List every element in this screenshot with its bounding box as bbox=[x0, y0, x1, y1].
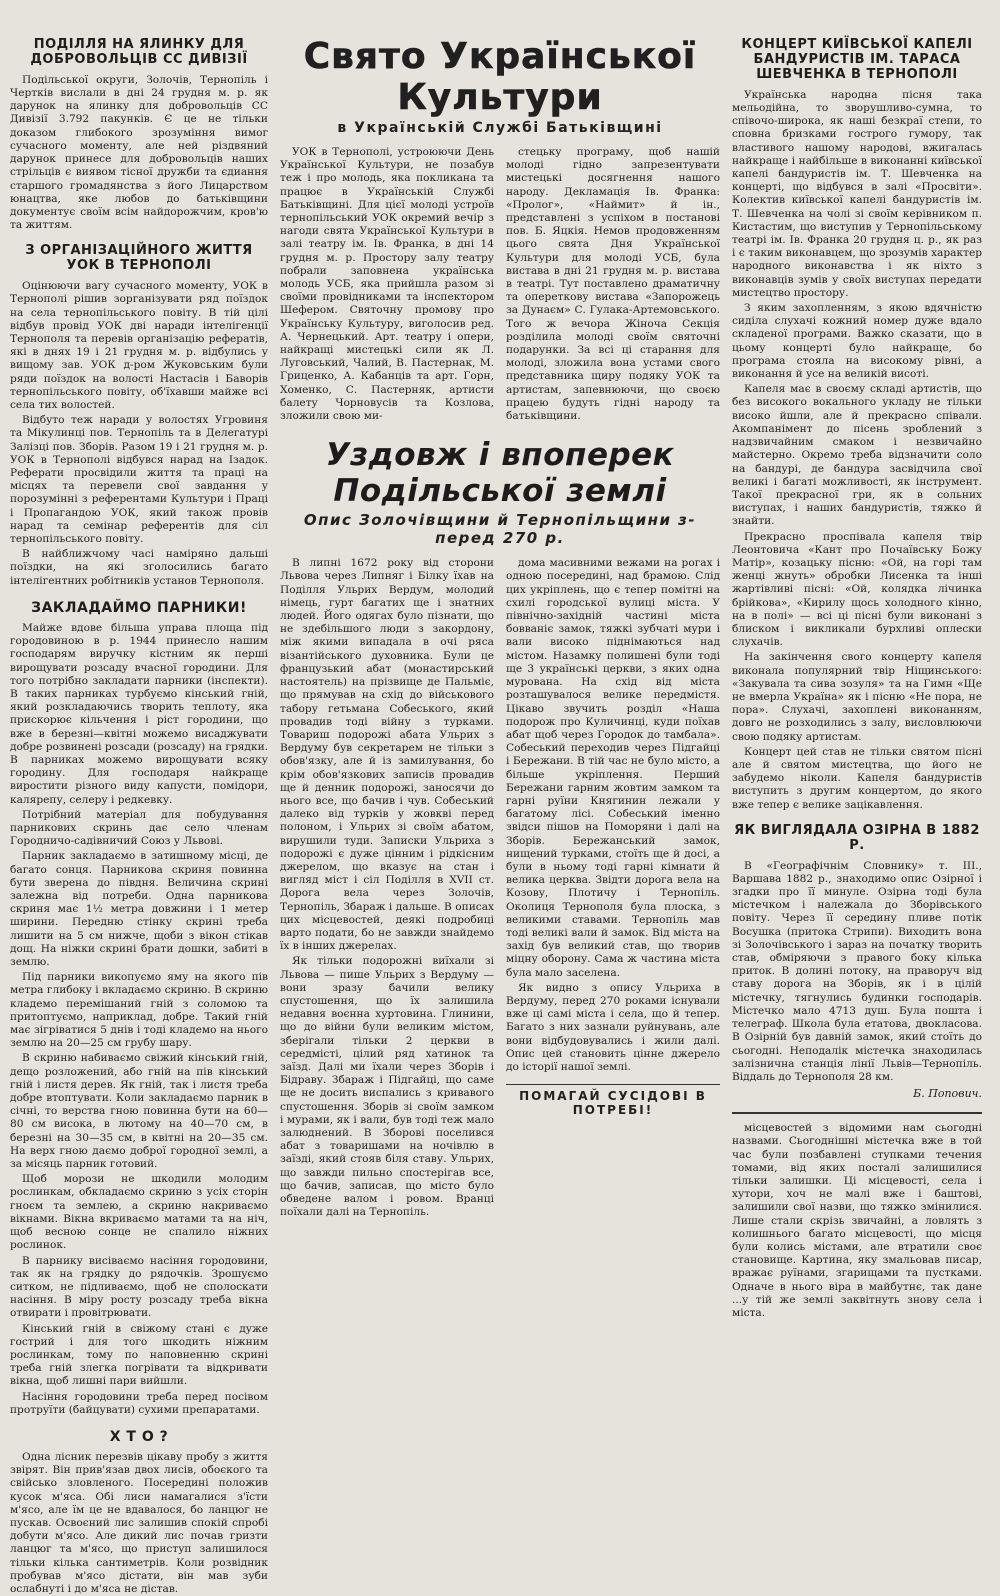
divider bbox=[732, 1112, 982, 1114]
article-paragraph: Відбуто теж наради у волостях Угровиня та Мікулинці пов. Тернопіль та в Делегатурі Залізці пов. Зборів. Разом 19 і 21 грудня м. р. УОК в Тернополі відбувся нарад на Ізадок. Реферати просвідили життя та праці на місцях та перевели свої завдання у порозумінні з референтами Культури і Праці і Пропагандою УОК, який також провів нарад та семінар референтів для сіл тернопільського повіту. bbox=[10, 414, 268, 546]
article-khto bbox=[10, 1429, 268, 1596]
article-paragraph: Як тільки подорожні виїхали зі Львова — пише Ульрих з Вердуму — вони зразу бачили велику спустошення, що їх залишила недавня воєнна хуртовина. Глинини, що до війни були великим містом, зберігали тільки 2 церкви в середмісті, цілий ряд хатинок та заїзд. Далі ми їхали через Зборів і Бідраву. Збараж і Підгайці, що саме ще не досить виспались з кривавого спустошення. Зборів зі своїм замком і мурами, як і вали, був тоді теж мало залюднений. В Зборові поселився абат з товаришами на ночівлю в заїзді, який стояв біля ставу. Ульрих, що завжди пильно спостерігав все, що бачив, записав, що місто було обведене валом і ровом. Вранці поїхали далі на Тернопіль. bbox=[280, 955, 494, 1219]
right-column bbox=[732, 38, 982, 1413]
article-paragraph: На закінчення свого концерту капеля виконала популярний твір Ніщинського: «Закувала та сива зозуля» та на Гимн «Ще не вмерла Україна» як і пісню «Не пора, не пора». Слухачі, захоплені виконанням, довго не розходились з залу, висловлюючи свою подяку артистам. bbox=[732, 651, 982, 743]
article-paragraph: Потрібний матеріал для побудування парникових скринь дає село членам Городничо-садівничий Союз у Львові. bbox=[10, 808, 268, 848]
article-paragraph: Щоб морози не шкодили молодим рослинкам, обкладаємо скриню з усіх сторін гноєм та землею, а скриню накриваємо вікнами. Вікна вкриваємо матами та на ніч, щоб весною сонце не спалило ніжних рослинок. bbox=[10, 1173, 268, 1252]
article-title: КОНЦЕРТ КИЇВСЬКОЇ КАПЕЛІ БАНДУРИСТІВ ІМ. ТАРАСА ШЕВЧЕНКА В ТЕРНОПОЛІ bbox=[741, 37, 973, 82]
article-title: Х Т О ? bbox=[109, 1428, 169, 1445]
article-paragraph: В скриню набиваємо свіжий кінський гній, дещо розложений, або гній на пів кінський гній і листя дерев. Як гній, так і листя треба добре втоптувати. Коли закладаємо парник в січні, то верства гною повинна бути на 60—80 см висока, в лютому на 40—70 см, в березні на 30—35 см, в квітні на 20—35 см. На верх гною даємо доброї городної землі, а за місяць парник готовий. bbox=[10, 1052, 268, 1171]
article-paragraph: Капеля має в своєму складі артистів, що без високого вокального укладу не тільки високо йшли, але й прекрасно співали. Акомпанімент до пісень зроблений з надзвичайним смаком і незвичайно майстерно. Окремо треба відзначити соло на бандурі, де бандура засвідчила свої великі і багаті можливості, як інструмент. Такої прекрасної гри, як в сольних виступах, і наших бандуристів, тяжко й знайти. bbox=[732, 383, 982, 528]
article-paragraph: дома масивними вежами на рогах і одною посередині, над брамою. Слід цих укріплень, що є тепер помітні на схилі городської вулиці міста. У північно-західній частині міста бовваніє замок, тяжкі зубчаті мури і вали високо піднімаються над містом. Назамку полишені були тоді ще 3 українські церкви, з яких одна мурована. На схід від міста розташувалося велике передмістя. Цікаво звучить розділ «Наша подорож про Куличинці, куди поїхав абат щоб через Городок до тамбала». Собеський переходив через Підгайці і Бережани. В тій час не було місто, а більше укріплення. Перший Бережани гарним жовтим замком та гарні руїни Княгинин лежали у багатому лісі. Собеський іменно звідси пішов на Поморяни і далі на Зборів. Бережанський замок, нищений турками, стоїть ще й досі, а були в ньому тоді гарні кімнати й велика церква. Звідти дорога вела на Козову, Плотичу і Тернопіль. Околиця Тернополя була плоска, з великими ставами. Тернопіль мав тоді великі вали й замок. Від міста на захід був великий став, що творив міцну оборону. Сама ж частина міста була мало заселена. bbox=[506, 557, 720, 979]
article-title: ПОДІЛЛЯ НА ЯЛИНКУ ДЛЯ ДОБРОВОЛЬЦІВ СС ДИВІЗІЇ bbox=[30, 37, 248, 67]
article-podillia-yalynka bbox=[10, 38, 268, 232]
article-paragraph: Одна лісник перезвів цікаву пробу з життя звірят. Він прив'язав двох лисів, обоєкого та свійсько зловленого. Посередині положив кусок м'яса. Обі лиси намагалися з'їсти м'ясо, але їм це не вдавалося, бо ланцюг не пускав. Освоєний лис залишив спокій спробі добути м'ясо. Але дикий лис почав гризти ланцюг та м'ясо, що приступ залишилося тільки кілька сантиметрів. Коли розвідник пробував м'ясо дістати, він мав зуби ослабнуті і до м'яса не дістав. bbox=[10, 1451, 268, 1596]
banner-title: Уздовж і впоперек Подільської землі bbox=[325, 437, 675, 510]
article-paragraph: Українська народна пісня така мельодійна, то зворушливо-сумна, то співочо-широка, як наші безкраї степи, то сповна бризками гострого гумору, так властивого нашому народові, вжигалась найкраще і найбільше в виконанні київської капелі бандуристів ім. Т. Шевченка на концерті, що відбувся в залі «Просвіти». Колектив київської капелі бандуристів ім. Т. Шевченка на чолі зі своїм керівником п. Кистастим, що виступив у Тернопільському театрі ім. Ів. Франка 20 грудня ц. р., як раз і є таким виконавцем, що зрозумів характер народного виконавства і як ніхто з виконавців зумів у своїх виступах передати мистецтво простору. bbox=[732, 88, 982, 299]
article-paragraph: В липні 1672 року від сторони Львова через Липняг і Білку їхав на Поділля Ульрих Вердум, молодий німець, гурт багатих ще і знатних людей. Його одягах було пізнати, що не здебільшого люди з закордону, між якими випадала в очі ряса візантійського духовника. Були це французький абат (монастирський настоятель) на прізвище де Пальміє, що прямував на схід до військового табору гетьмана Собеського, який провадив тоді війну з турками. Товариш подорожі абата Ульрих з Вердуму був секретарем не тільки з обов'язку, але й із замилування, бо крім обов'язкових записів провадив ще й денник подорожі, заносячи до нього все, що бачив і чув. Собеський далеко від турків у жовкві перед полоном, і Ульрих зі своїм абатом, вирушили туди. Записки Ульриха з подорожі є дуже цінним і рідкісним джерелом, що вказує на стан і вигляд міст і сіл Поділля в XVII ст. Дорога вела через Золочів, Тернопіль, Збараж і дальше. В описах цих місцевостей, деякі подробиці варто подати, бо не завжди знайдемо їх в інших джерелах. bbox=[280, 557, 494, 953]
article-uok-ternopil bbox=[10, 244, 268, 588]
culture-banner bbox=[280, 36, 720, 136]
article-paragraph: Насіння городовини треба перед посівом протруїти (байцувати) сухими препаратами. bbox=[10, 1390, 268, 1416]
article-title: З ОРГАНІЗАЦІЙНОГО ЖИТТЯ УОК В ТЕРНОПОЛІ bbox=[25, 243, 253, 274]
article-concert bbox=[732, 38, 982, 812]
article-paragraph: місцевостей з відомими нам сьогодні назвами. Сьогоднішні містечка вже в той час були позбавлені ступками течения томами, від яких посталі залишилися тільки залишки. Ці місцевості, села і хутори, хоч не малі вже і баштові, залишили свої назви, що тяжко змінилися. Лише стали скрізь звичайні, а ловлять з колишнього багато місцевості, що місця були колись містами, але втратили своє становище. Картина, яку змальовав писар, вражає руїнами, згарищами та пустками. Одначе в нього віра в майбутнє, так дане ...у тій же землі заквітнуть знову села і міста. bbox=[732, 1122, 982, 1319]
article-parnyky bbox=[10, 600, 268, 1417]
article-paragraph: В «Географічнім Словнику» т. ІІІ., Варшава 1882 р., знаходимо опис Озірної і згадки про її минуле. Озірна тоді була містечком і належала до Зборівського повіту. Через її середину пливе потік Восушка (притока Стрипи). Виходить вона зі Золочівського і зараз на початку творить став, обміряючи з правого боку кілька приток. В долині потоку, на праворуч від ставу дорога на Зборів, як і в цілій містечку, тягнулись будинки господарів. Містечко мало 4713 душ. Була пошта і телеграф. Школа була етатова, двокласова. В Озірній був давній замок, який стоїть до сьогодні. Неподалік містечка знаходилась залізнична станція лінії Львів—Тернопіль. Віддаль до Тернополя 28 км. bbox=[732, 859, 982, 1083]
banner-subtitle: Опис Золочівщини й Тернопільщини з-перед 270 р. bbox=[303, 511, 697, 548]
article-title: ЗАКЛАДАЙМО ПАРНИКИ! bbox=[31, 599, 247, 616]
article-title: ЯК ВИГЛЯДАЛА ОЗІРНА В 1882 Р. bbox=[734, 822, 980, 853]
article-paragraph: З яким захопленням, з якою вдячністю сиділа слухачі кожний номер дуже вдало складеної програми. Важко сказати, що в цьому концерті було найкраще, бо програма стояла на високому рівні, а виконання й усе на великій висоті. bbox=[732, 302, 982, 381]
article-paragraph: стецьку програму, щоб нашій молоді гідно запрезентувати мистецькі досягнення нашого народу. Декламація Ів. Франка: «Пролог», «Наймит» й ін., представлені з успіхом в постанові пов. Б. Яцкія. Немов продовженням цього свята Дня Української Культури для молоді УСБ, була вистава в дні 21 грудня м. р. вистава в театрі. Тут поставлено драматичну та опереткову вистава «Запорожець за Дунаєм» С. Гулака-Артемовського. Того ж вечора Жіноча Секція розділила молоді своїм святочні подарунки. За всі ці старання для молоді, зложила вона устами свого представника щиру подяку УОК та артистам, запевнюючи, що своєю працею будуть гідні народу та батьківщини. bbox=[506, 146, 720, 423]
article-paragraph: В парнику висіваємо насіння городовини, так як на грядку до рядочків. Зрошуємо ситком, не підливаємо, щоб не сполоскати насіння. В міру росту розсаду треба вікна отвирати і провітрювати. bbox=[10, 1254, 268, 1320]
culture-article-body bbox=[280, 146, 720, 425]
help-neighbor-box: ПОМАГАЙ СУСІДОВІ В ПОТРЕБІ! bbox=[506, 1084, 720, 1117]
article-paragraph: В найближчому часі наміряно дальші поїздки, на які зголосились багато інтелігентних робітників установ Тернополя. bbox=[10, 548, 268, 587]
article-paragraph: Під парники викопуємо яму на якого пів метра глибоку і вкладаємо скриню. В скриню кладемо перемішаний гній з соломою та притоптуємо, наприклад, добре. Такий гній має зігріватися 5 днів і тоді кладемо на нього землю на 20—25 см грубу шару. bbox=[10, 971, 268, 1050]
left-column bbox=[10, 37, 268, 1596]
article-paragraph: Майже вдове більша управа площа під городовиною в р. 1944 принесло нашим господарям виручку кістним як перші вирощувати розсаду вчасної городини. Для того потрібно закладати парники (інспекти). В таких парниках турбуємо кінський гній, який розкладаючись творить теплоту, яка прискорює кільчення і ріст городини, що вже в березні—квітні можемо висаджувати добре розвинені розсади (розсаду) на грядки. В парниках можемо вирощувати всяку городину. Для господаря найкраще виростити різного виду капусти, помідори, калярепу, селеру і редкевку. bbox=[10, 621, 268, 806]
article-paragraph: Кінський гній в свіжому стані є дуже гострий і для того шкодить ніжним рослинкам, тому по наповненню скрині треба гній злегка погрівати та відкривати вікна, щоб лишні пари вийшли. bbox=[10, 1322, 268, 1388]
banner-subtitle: в Українській Службі Батьківщині bbox=[337, 120, 663, 136]
article-paragraph: Концерт цей став не тільки святом пісні але й святом мистецтва, що його не забудемо ніколи. Капеля бандуристів виступить з другим концертом, до якого вже тепер є велике зацікавлення. bbox=[732, 745, 982, 811]
article-ozirna bbox=[732, 824, 982, 1100]
banner-title: Свято Української Культури bbox=[303, 36, 697, 118]
center-column bbox=[280, 0, 720, 1415]
article-paragraph: Як видно з опису Ульриха в Вердуму, перед 270 роками існували вже ці самі міста і села, що й тепер. Багато з них зазнали руйнувань, але вони відбудовувались і жили далі. Опис цей становить цінне джерело до історії нашої землі. bbox=[506, 981, 720, 1073]
article-paragraph: Парник закладаємо в затишному місці, де багато сонця. Парникова скриня повинна бути зверена до півдня. Величина скрині залежна від потреби. Одна парникова скриня має 1½ метра довжини і 1 метер ширини. Передню стінку скрині треба лишити на 5 см нижче, щоби з вікон стікав дощ. На ніжки скрині брати дошки, забиті в землю. bbox=[10, 850, 268, 969]
podillia-article-body bbox=[280, 557, 720, 1221]
article-continuation bbox=[732, 1122, 982, 1320]
article-paragraph: Подільської округи, Золочів, Тернопіль і Чертків вислали в дні 24 грудня м. р. як дарунок на ялинку для добровольців СС Дивізії 3.792 пакунків. Є це не тільки доказом глибокого зрозуміння вимог сучасного моменту, але ней різдвяний дарунок принесе для добровольців наших стрільців є виявом тісної дружби та єдиання старшого громадянства з його Лицарством юнацтва, якe любов до батьківщини документує своїм всім найдорожчим, кров'ю та життям. bbox=[10, 73, 268, 232]
article-paragraph: Оцінюючи вагу сучасного моменту, УОК в Тернополі рішив зорганізувати ряд поїздок на села тернопільського повіту. В тій цілі відбув провід УОК дві наради інтелігенції Тернополя та перевів організацію рефератів, які в днях 19 і 21 грудня м. р. відбулись у вищому зав. УОК д-ром Жуковським були ряди поїздок на волості Настасів і Баворів тернопільського повіту, об'їхавши майже всі села тих волостей. bbox=[10, 280, 268, 412]
article-signature: Б. Попович. bbox=[913, 1087, 982, 1101]
article-paragraph: Прекрасно проспівала капеля твір Леонтовича «Кант про Почаївську Божу Матір», козацьку пісню: «Ой, на горі там женці жнуть» обробки Лисенка та інші жартівливі пісні: «Ой, колядка лічинка брійкова», «Кирилу щось холодного кінно, на в полі» — всі ці пісні були виконані з блиском і викликали бурхливі оплески слухачів. bbox=[732, 530, 982, 649]
podillia-banner bbox=[280, 437, 720, 547]
article-paragraph: УОК в Тернополі, устроюючи День Української Культури, не позабув теж і про молодь, яка покликана та працює в Українській Службі Батьківщині. Для цієї молоді устроїв тернопільський УОК окремий вечір з нагоди свята Української Культури в залі театру ім. Ів. Франка, в дні 14 грудня м. р. Простору залу театру побрали заповнена українська молодь УСБ, яка прийшла разом зі своїми провідниками та інспектором Шефером. Святочну промову про Українську Культуру, виголосив ред. А. Чернецький. Арт. театру і опери, найкращі мистецькі сили як Л. Луговський, Чалий, В. Пастернак, М. Гриценко, А. Кабанців та арт. Горн, Хоменко, С. Пастерняк, артисти балету Чорновусів та Козлова, зложили свою ми- bbox=[280, 146, 494, 423]
